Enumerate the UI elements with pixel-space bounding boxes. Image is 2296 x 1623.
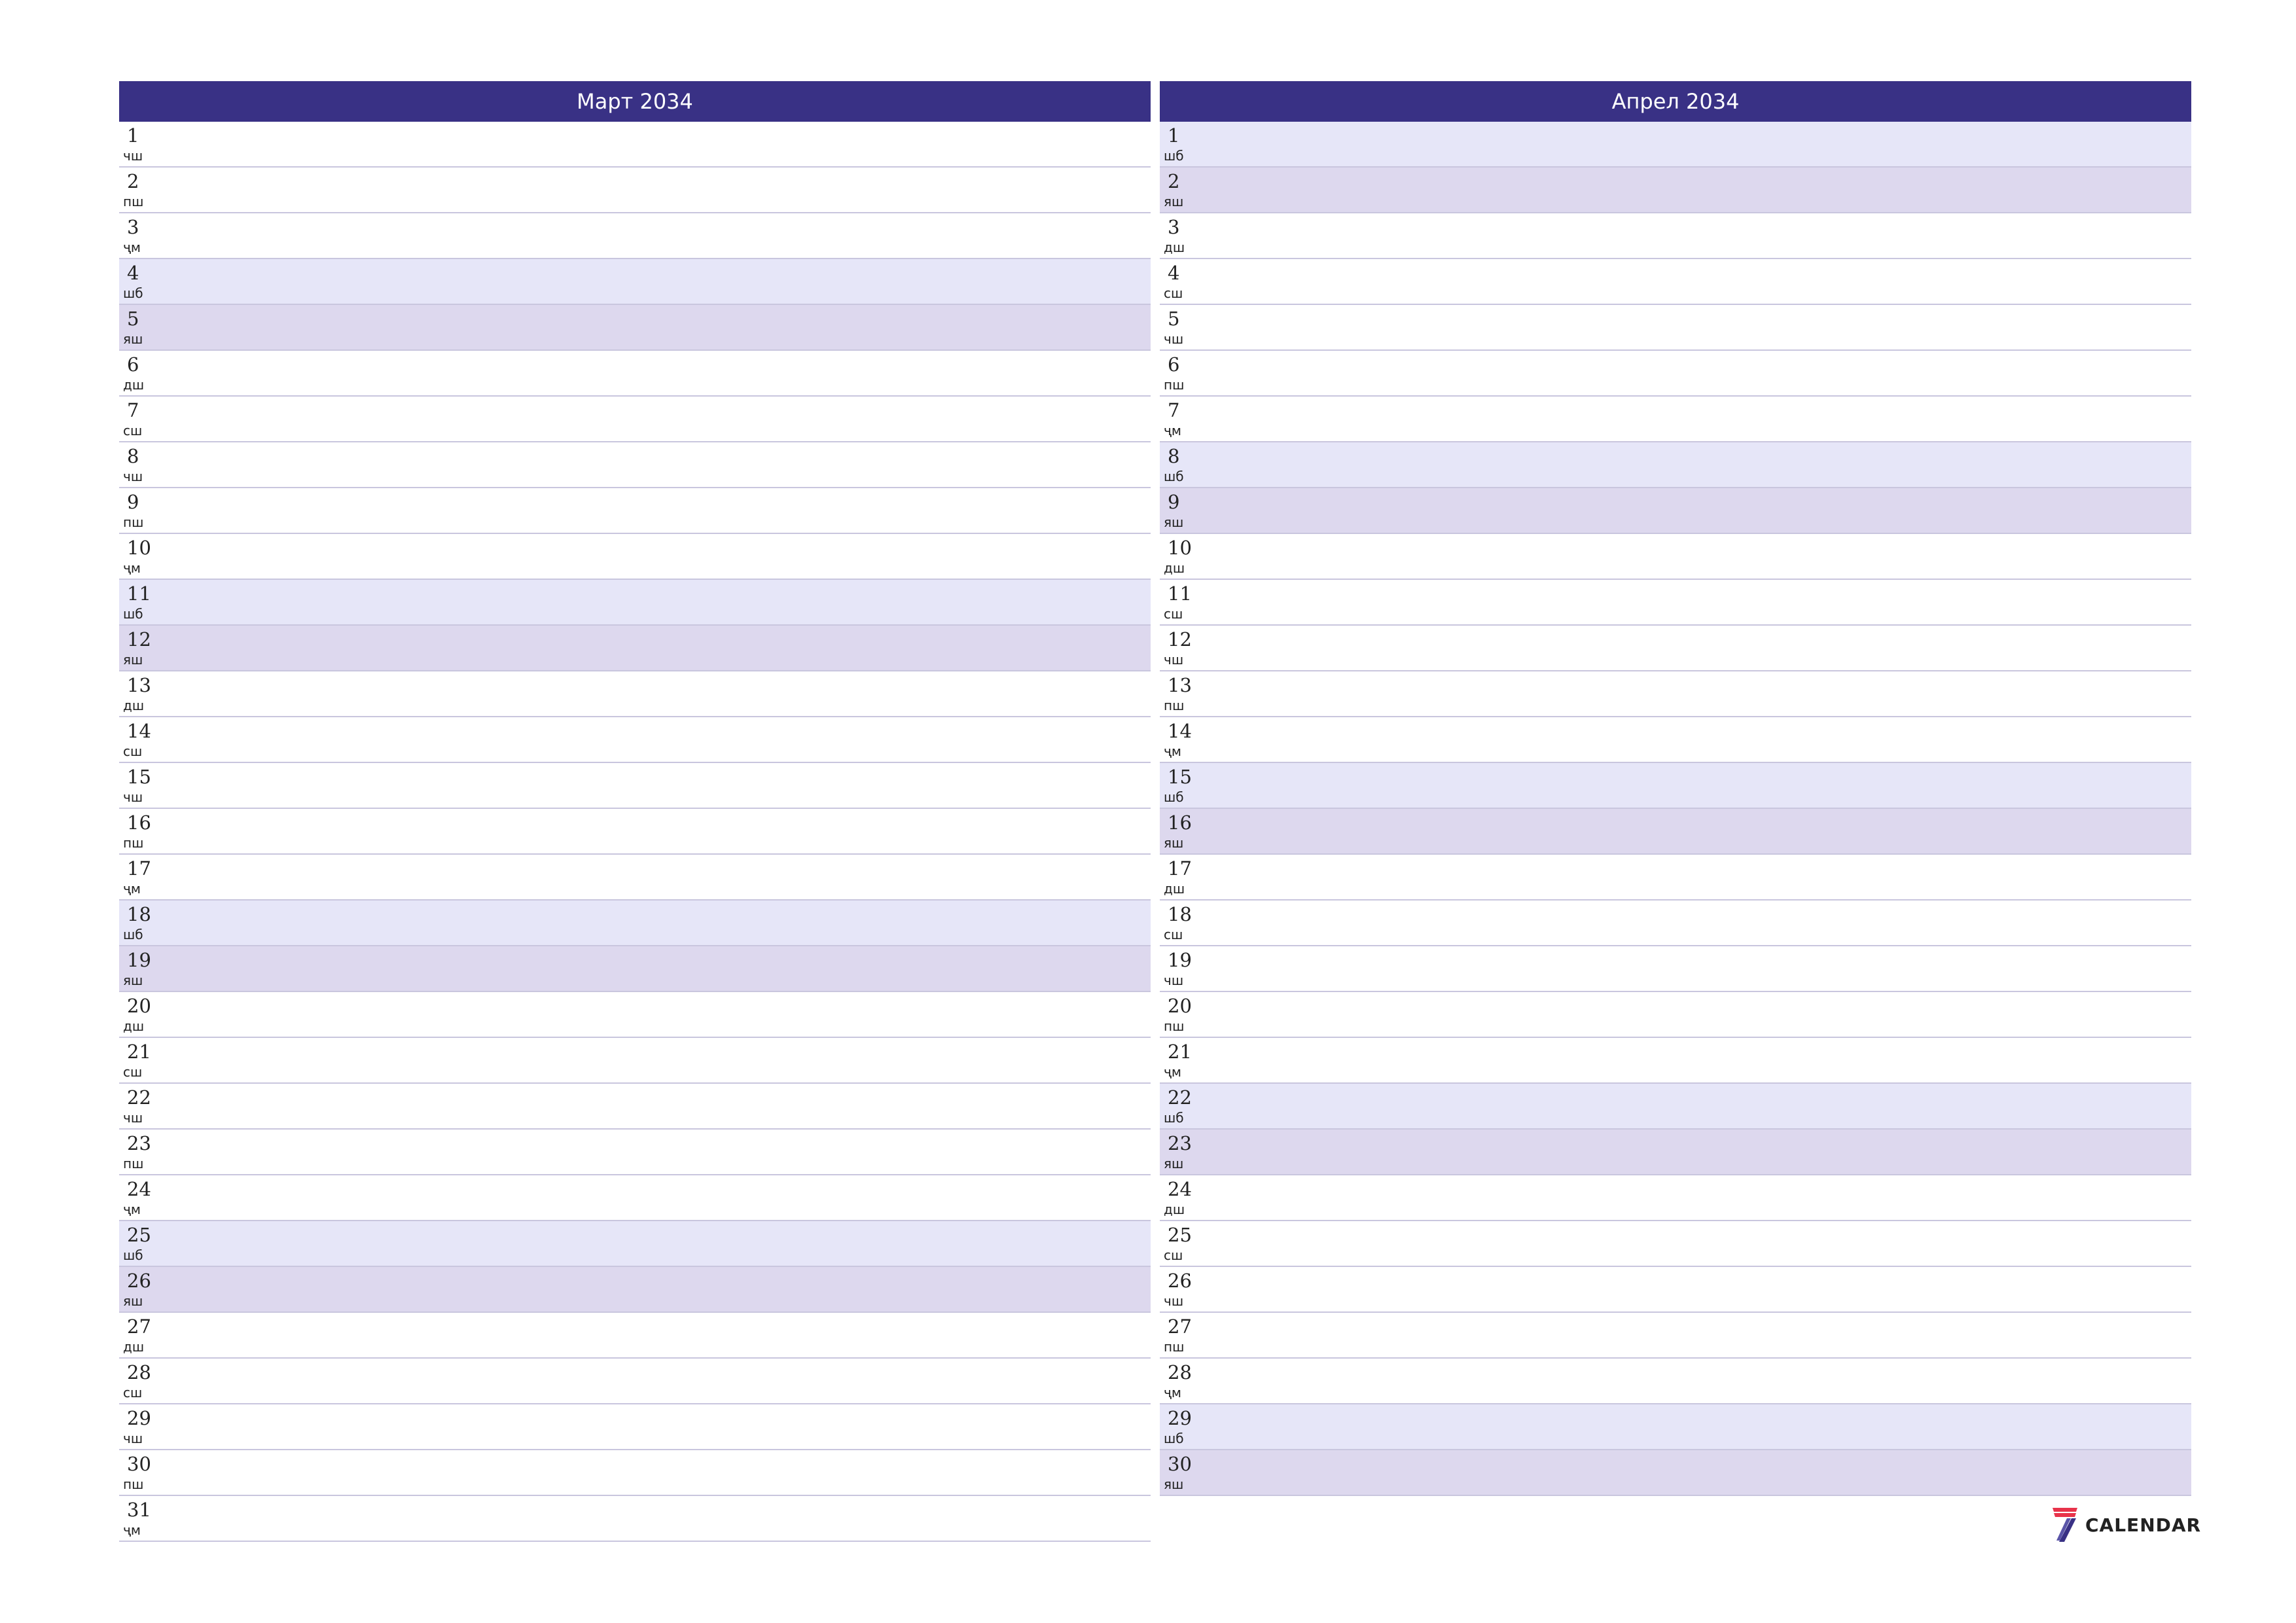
day-number: 29 <box>127 1407 151 1429</box>
day-number: 5 <box>1168 308 1180 330</box>
day-row <box>1160 717 2191 763</box>
day-of-week: яш <box>123 972 143 988</box>
day-row <box>119 1130 1151 1175</box>
day-of-week: яш <box>1164 514 1184 530</box>
day-row <box>1160 213 2191 259</box>
day-row <box>1160 259 2191 305</box>
day-of-week: шб <box>123 606 143 622</box>
day-of-week: пш <box>123 835 144 851</box>
day-number: 10 <box>127 537 151 559</box>
day-row <box>1160 1084 2191 1130</box>
day-of-week: пш <box>1164 377 1185 393</box>
day-number: 30 <box>1168 1453 1192 1475</box>
day-row <box>1160 901 2191 946</box>
day-number: 18 <box>1168 903 1192 925</box>
day-of-week: сш <box>1164 285 1183 301</box>
day-number: 2 <box>127 170 139 192</box>
brand-name: CALENDAR <box>2085 1514 2202 1536</box>
day-number: 17 <box>127 857 151 880</box>
day-of-week: пш <box>123 514 144 530</box>
day-row <box>119 351 1151 397</box>
day-row <box>119 1313 1151 1359</box>
month-march <box>119 81 1151 1542</box>
day-of-week: шб <box>1164 1110 1184 1126</box>
day-row <box>1160 1359 2191 1404</box>
day-row <box>1160 1313 2191 1359</box>
day-row <box>1160 671 2191 717</box>
day-of-week: дш <box>123 377 145 393</box>
day-of-week: дш <box>1164 1202 1185 1217</box>
day-of-week: ҷм <box>123 1202 141 1217</box>
day-row <box>119 901 1151 946</box>
day-row <box>119 1221 1151 1267</box>
day-number: 29 <box>1168 1407 1192 1429</box>
day-number: 9 <box>1168 491 1180 513</box>
day-of-week: сш <box>123 743 143 759</box>
day-row <box>1160 946 2191 992</box>
day-of-week: дш <box>123 1339 145 1355</box>
day-number: 12 <box>127 628 151 651</box>
day-of-week: чш <box>123 1431 143 1446</box>
day-row <box>1160 992 2191 1038</box>
day-number: 11 <box>1168 582 1192 605</box>
day-number: 20 <box>1168 995 1192 1017</box>
day-of-week: яш <box>1164 835 1184 851</box>
day-row <box>119 580 1151 626</box>
day-number: 22 <box>1168 1086 1192 1109</box>
day-number: 23 <box>127 1132 151 1154</box>
day-row <box>119 534 1151 580</box>
day-number: 27 <box>1168 1315 1192 1338</box>
day-row <box>119 626 1151 671</box>
day-of-week: пш <box>123 1476 144 1492</box>
day-number: 24 <box>127 1178 151 1200</box>
day-number: 4 <box>1168 262 1180 284</box>
day-number: 18 <box>127 903 151 925</box>
day-number: 8 <box>127 445 139 467</box>
day-row <box>119 1496 1151 1542</box>
day-number: 1 <box>127 124 139 147</box>
day-number: 7 <box>1168 399 1180 421</box>
day-number: 17 <box>1168 857 1192 880</box>
day-row <box>1160 122 2191 168</box>
day-of-week: пш <box>123 1156 144 1171</box>
brand-logo <box>2050 1505 2201 1544</box>
day-row <box>1160 1450 2191 1496</box>
day-of-week: шб <box>123 927 143 942</box>
day-of-week: чш <box>1164 652 1184 668</box>
day-of-week: пш <box>1164 698 1185 713</box>
day-of-week: яш <box>123 652 143 668</box>
month-title: Апрел 2034 <box>1160 81 2191 122</box>
day-of-week: яш <box>1164 1476 1184 1492</box>
day-row <box>119 946 1151 992</box>
day-row <box>119 305 1151 351</box>
day-row <box>119 397 1151 442</box>
day-of-week: пш <box>1164 1339 1185 1355</box>
day-of-week: чш <box>123 148 143 164</box>
day-row <box>119 671 1151 717</box>
day-row <box>1160 1404 2191 1450</box>
day-number: 19 <box>1168 949 1192 971</box>
day-of-week: дш <box>1164 881 1185 897</box>
day-of-week: сш <box>1164 927 1183 942</box>
day-row <box>119 1267 1151 1313</box>
day-number: 28 <box>127 1361 151 1383</box>
day-of-week: пш <box>123 194 144 209</box>
day-number: 21 <box>127 1041 151 1063</box>
day-row <box>1160 1221 2191 1267</box>
day-of-week: шб <box>1164 148 1184 164</box>
day-number: 6 <box>1168 353 1180 376</box>
day-number: 13 <box>1168 674 1192 696</box>
day-of-week: дш <box>123 1018 145 1034</box>
day-of-week: чш <box>1164 1293 1184 1309</box>
day-number: 12 <box>1168 628 1192 651</box>
day-row <box>119 717 1151 763</box>
day-number: 14 <box>1168 720 1192 742</box>
day-row <box>119 1450 1151 1496</box>
day-number: 15 <box>127 766 151 788</box>
day-number: 10 <box>1168 537 1192 559</box>
day-row <box>119 168 1151 213</box>
day-of-week: ҷм <box>1164 423 1181 438</box>
day-row <box>119 992 1151 1038</box>
day-list <box>1160 122 2191 1496</box>
day-row <box>1160 763 2191 809</box>
day-number: 15 <box>1168 766 1192 788</box>
day-number: 24 <box>1168 1178 1192 1200</box>
day-number: 20 <box>127 995 151 1017</box>
day-of-week: чш <box>1164 972 1184 988</box>
day-number: 25 <box>127 1224 151 1246</box>
month-title: Март 2034 <box>119 81 1151 122</box>
day-row <box>119 763 1151 809</box>
day-of-week: чш <box>123 469 143 484</box>
day-row <box>1160 1267 2191 1313</box>
day-number: 5 <box>127 308 139 330</box>
day-of-week: шб <box>123 285 143 301</box>
day-row <box>119 259 1151 305</box>
day-of-week: сш <box>123 1064 143 1080</box>
day-of-week: ҷм <box>1164 1385 1181 1400</box>
day-number: 22 <box>127 1086 151 1109</box>
day-number: 28 <box>1168 1361 1192 1383</box>
day-of-week: яш <box>123 331 143 347</box>
day-row <box>1160 534 2191 580</box>
day-number: 21 <box>1168 1041 1192 1063</box>
day-number: 11 <box>127 582 151 605</box>
day-row <box>119 1084 1151 1130</box>
day-of-week: ҷм <box>1164 743 1181 759</box>
day-of-week: сш <box>1164 606 1183 622</box>
day-row <box>119 809 1151 855</box>
day-row <box>1160 305 2191 351</box>
day-number: 16 <box>1168 812 1192 834</box>
day-number: 1 <box>1168 124 1180 147</box>
day-of-week: шб <box>1164 789 1184 805</box>
day-number: 14 <box>127 720 151 742</box>
seven-logo-icon <box>2050 1507 2079 1543</box>
day-of-week: дш <box>123 698 145 713</box>
day-row <box>1160 1038 2191 1084</box>
day-of-week: яш <box>1164 194 1184 209</box>
day-number: 3 <box>127 216 139 238</box>
day-list <box>119 122 1151 1542</box>
day-row <box>1160 397 2191 442</box>
day-number: 23 <box>1168 1132 1192 1154</box>
day-row <box>119 122 1151 168</box>
day-number: 26 <box>127 1270 151 1292</box>
day-of-week: яш <box>1164 1156 1184 1171</box>
day-row <box>119 855 1151 901</box>
day-row <box>1160 488 2191 534</box>
day-of-week: шб <box>1164 1431 1184 1446</box>
day-row <box>119 1404 1151 1450</box>
day-of-week: ҷм <box>123 240 141 255</box>
day-row <box>1160 855 2191 901</box>
day-number: 27 <box>127 1315 151 1338</box>
day-number: 3 <box>1168 216 1180 238</box>
day-of-week: пш <box>1164 1018 1185 1034</box>
day-row <box>1160 626 2191 671</box>
day-number: 26 <box>1168 1270 1192 1292</box>
day-row <box>119 1359 1151 1404</box>
day-of-week: сш <box>123 423 143 438</box>
day-row <box>1160 168 2191 213</box>
day-number: 9 <box>127 491 139 513</box>
month-april <box>1160 81 2191 1496</box>
day-row <box>1160 1130 2191 1175</box>
day-of-week: сш <box>1164 1247 1183 1263</box>
day-number: 30 <box>127 1453 151 1475</box>
day-number: 6 <box>127 353 139 376</box>
day-of-week: ҷм <box>1164 1064 1181 1080</box>
day-number: 13 <box>127 674 151 696</box>
day-of-week: ҷм <box>123 1522 141 1538</box>
day-row <box>119 442 1151 488</box>
day-of-week: шб <box>123 1247 143 1263</box>
day-number: 2 <box>1168 170 1180 192</box>
day-of-week: чш <box>123 789 143 805</box>
day-row <box>1160 580 2191 626</box>
day-of-week: чш <box>123 1110 143 1126</box>
day-row <box>119 213 1151 259</box>
day-number: 8 <box>1168 445 1180 467</box>
day-of-week: яш <box>123 1293 143 1309</box>
day-of-week: ҷм <box>123 560 141 576</box>
day-row <box>1160 1175 2191 1221</box>
day-number: 19 <box>127 949 151 971</box>
day-of-week: шб <box>1164 469 1184 484</box>
day-of-week: чш <box>1164 331 1184 347</box>
day-number: 7 <box>127 399 139 421</box>
day-of-week: сш <box>123 1385 143 1400</box>
day-of-week: ҷм <box>123 881 141 897</box>
day-of-week: дш <box>1164 240 1185 255</box>
day-row <box>1160 809 2191 855</box>
day-number: 4 <box>127 262 139 284</box>
day-row <box>119 1175 1151 1221</box>
day-number: 25 <box>1168 1224 1192 1246</box>
day-number: 16 <box>127 812 151 834</box>
day-row <box>1160 442 2191 488</box>
day-row <box>119 1038 1151 1084</box>
day-row <box>1160 351 2191 397</box>
day-number: 31 <box>127 1499 151 1521</box>
day-row <box>119 488 1151 534</box>
day-of-week: дш <box>1164 560 1185 576</box>
